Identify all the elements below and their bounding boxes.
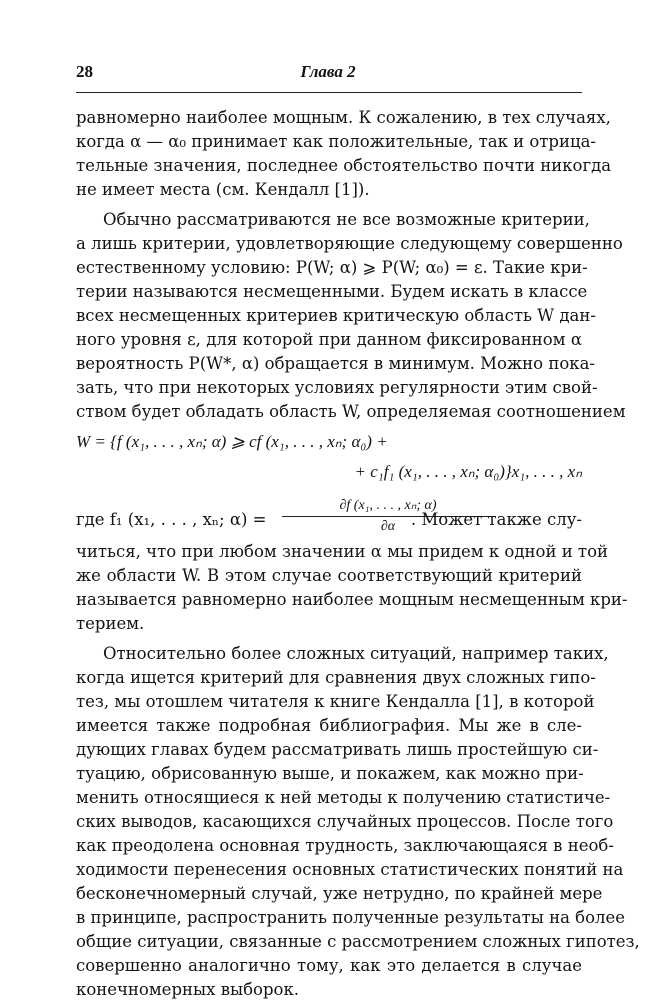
text-line: вероятность P(W*, α) обращается в минимум. Можно пока- bbox=[76, 354, 595, 373]
formula-line-2: + c₁f₁ (x₁, . . . , xₙ; α₀)}x₁, . . . , xₙ bbox=[354, 462, 582, 481]
text-line: в принципе, распространить полученные результаты на более bbox=[76, 908, 626, 927]
text-line: читься, что при любом значении α мы придем к одной и той bbox=[76, 542, 608, 561]
text-line: Обычно рассматриваются не все возможные критерии, bbox=[103, 210, 590, 229]
text-line: когда ищется критерий для сравнения двух сложных гипо- bbox=[76, 668, 596, 687]
text-line: конечномерных выборок. bbox=[76, 980, 300, 999]
text-line: бесконечномерный случай, уже нетрудно, по крайней мере bbox=[76, 884, 603, 903]
text-line: менить относящиеся к ней методы к получению статистиче- bbox=[76, 788, 611, 807]
text-line: дующих главах будем рассматривать лишь простейшую си- bbox=[76, 740, 599, 759]
text-line: равномерно наиболее мощным. К сожалению, в тех случаях, bbox=[76, 108, 611, 127]
text-line: же области W. В этом случае соответствующий критерий bbox=[76, 566, 582, 585]
text-line: когда α — α₀ принимает как положительные, так и отрица- bbox=[76, 132, 597, 151]
text-line: тез, мы отошлем читателя к книге Кендалла [1], в которой bbox=[76, 692, 595, 711]
chapter-title: Глава 2 bbox=[300, 62, 356, 81]
formula-line-1: W = {f (x₁, . . . , xₙ; α) ⩾ cf (x₁, . . . , xₙ; α₀) + bbox=[76, 432, 388, 451]
fraction-denominator: ∂α bbox=[380, 519, 396, 534]
header-rule bbox=[76, 92, 582, 93]
text-line: ских выводов, касающихся случайных процессов. После того bbox=[76, 812, 614, 831]
text-line: всех несмещенных критериев критическую область W дан- bbox=[76, 306, 596, 325]
text-line: не имеет места (см. Кендалл [1]). bbox=[76, 180, 370, 199]
fraction-line-lead: где f₁ (x₁, . . . , xₙ; α) = bbox=[76, 510, 267, 529]
text-line: а лишь критерии, удовлетворяющие следующему совершенно bbox=[76, 234, 623, 253]
text-line: имеется также подробная библиография. Мы же в сле- bbox=[76, 716, 582, 735]
text-line: туацию, обрисованную выше, и покажем, как можно при- bbox=[76, 764, 584, 783]
text-line: терии называются несмещенными. Будем искать в классе bbox=[76, 282, 588, 301]
text-line: общие ситуации, связанные с рассмотрением сложных гипотез, bbox=[76, 932, 640, 951]
fraction-numerator: ∂f (x₁, . . . , xₙ; α) bbox=[282, 496, 494, 517]
text-line: ного уровня ε, для которой при данном фиксированном α bbox=[76, 330, 582, 349]
page-number: 28 bbox=[76, 62, 93, 81]
text-line: как преодолена основная трудность, заключающаяся в необ- bbox=[76, 836, 614, 855]
text-line: совершенно аналогично тому, как это делается в случае bbox=[76, 956, 582, 975]
text-line: ходимости перенесения основных статистических понятий на bbox=[76, 860, 624, 879]
text-line: ством будет обладать область W, определяемая соотношением bbox=[76, 402, 626, 421]
fraction-line-tail: . Может также слу- bbox=[410, 510, 582, 529]
fraction-line bbox=[76, 496, 582, 540]
text-line: тельные значения, последнее обстоятельство почти никогда bbox=[76, 156, 612, 175]
text-line: зать, что при некоторых условиях регулярности этим свой- bbox=[76, 378, 598, 397]
text-line: терием. bbox=[76, 614, 145, 633]
page-header bbox=[76, 62, 580, 88]
text-line: Относительно более сложных ситуаций, например таких, bbox=[103, 644, 609, 663]
text-line: называется равномерно наиболее мощным несмещенным кри- bbox=[76, 590, 628, 609]
text-line: естественному условию: P(W; α) ⩾ P(W; α₀) = ε. Такие кри- bbox=[76, 258, 588, 277]
